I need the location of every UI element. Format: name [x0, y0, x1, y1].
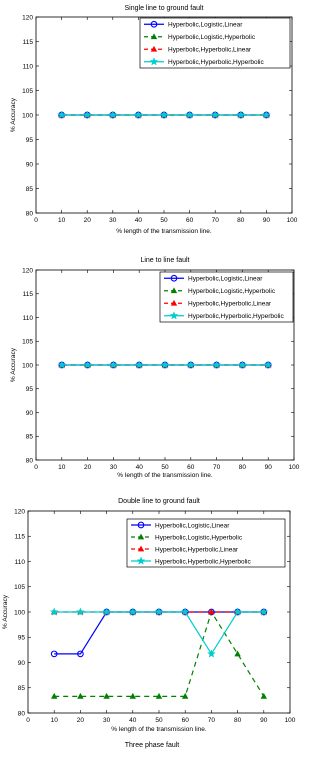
y-tick-label: 100 [22, 362, 33, 370]
legend-label: Hyperbolic,Hyperbolic,Linear [188, 300, 272, 308]
legend-label: Hyperbolic,Logistic,Hyperbolic [155, 534, 243, 542]
chart-title: Double line to ground fault [118, 498, 200, 505]
y-tick-label: 80 [25, 210, 33, 218]
y-tick-label: 80 [17, 710, 25, 718]
x-tick-label: 80 [238, 464, 247, 471]
y-tick-label: 110 [22, 314, 33, 322]
x-tick-label: 70 [212, 464, 221, 471]
y-axis-label: % Accuracy [2, 595, 9, 629]
x-tick-label: 60 [185, 217, 194, 224]
x-tick-label: 100 [288, 464, 300, 471]
legend-label: Hyperbolic,Logistic,Hyperbolic [188, 288, 276, 296]
x-tick-label: 40 [129, 717, 137, 724]
x-axis-label: % length of the transmission line. [111, 726, 207, 733]
y-axis-label: % Accuracy [10, 348, 17, 382]
chart-title: Single line to ground fault [124, 5, 204, 12]
legend [140, 18, 290, 68]
x-tick-label: 90 [262, 217, 271, 224]
y-tick-label: 115 [22, 291, 33, 299]
x-tick-label: 0 [34, 464, 38, 471]
chart-title: Line to line fault [140, 257, 190, 264]
y-tick-label: 85 [25, 185, 33, 193]
x-tick-label: 50 [160, 217, 168, 224]
y-tick-label: 95 [25, 386, 33, 394]
y-tick-label: 95 [17, 634, 25, 642]
legend-label: Hyperbolic,Logistic,Linear [188, 275, 263, 283]
y-tick-label: 100 [14, 609, 25, 617]
legend [127, 519, 285, 567]
y-tick-label: 115 [22, 38, 33, 46]
x-axis-label: % length of the transmission line. [116, 228, 212, 235]
legend-label: Hyperbolic,Hyperbolic,Linear [155, 546, 239, 554]
x-axis-label: % length of the transmission line. [117, 472, 213, 479]
x-tick-label: 60 [187, 464, 195, 471]
series-line [54, 612, 264, 654]
chart-2 [10, 257, 300, 479]
x-tick-label: 40 [134, 217, 143, 224]
y-tick-label: 110 [22, 63, 33, 71]
series-line [54, 612, 264, 696]
legend-label: Hyperbolic,Hyperbolic,Hyperbolic [168, 59, 264, 67]
y-tick-label: 120 [22, 14, 33, 22]
x-tick-label: 10 [58, 464, 66, 471]
legend-label: Hyperbolic,Logistic,Linear [155, 522, 230, 530]
x-tick-label: 0 [34, 217, 38, 224]
x-tick-label: 50 [155, 717, 163, 724]
x-tick-label: 90 [260, 717, 268, 724]
x-tick-label: 30 [109, 217, 117, 224]
y-axis-label: % Accuracy [10, 98, 17, 132]
legend-label: Hyperbolic,Hyperbolic,Hyperbolic [188, 313, 284, 321]
three-phase-fault-caption: Three phase fault [124, 742, 180, 749]
x-tick-label: 70 [207, 717, 216, 724]
legend-label: Hyperbolic,Hyperbolic,Linear [168, 46, 252, 54]
y-tick-label: 85 [25, 433, 33, 441]
legend-label: Hyperbolic,Hyperbolic,Hyperbolic [155, 558, 251, 566]
legend-label: Hyperbolic,Logistic,Hyperbolic [168, 34, 256, 42]
x-tick-label: 40 [135, 464, 143, 471]
y-tick-label: 115 [14, 533, 25, 541]
y-tick-label: 100 [22, 112, 33, 120]
x-tick-label: 20 [83, 464, 92, 471]
legend-label: Hyperbolic,Logistic,Linear [168, 21, 243, 29]
legend [160, 272, 293, 322]
x-tick-label: 100 [286, 217, 298, 224]
y-tick-label: 90 [25, 409, 33, 417]
x-tick-label: 30 [102, 717, 111, 724]
y-tick-label: 120 [22, 267, 33, 275]
y-tick-label: 90 [25, 161, 33, 169]
data-point [208, 650, 216, 657]
x-tick-label: 10 [57, 217, 66, 224]
x-tick-label: 30 [109, 464, 118, 471]
x-tick-label: 70 [211, 217, 219, 224]
y-tick-label: 105 [22, 87, 33, 95]
y-tick-label: 110 [14, 558, 25, 566]
series-line [54, 612, 264, 654]
y-tick-label: 95 [25, 136, 33, 144]
x-tick-label: 80 [233, 717, 242, 724]
x-tick-label: 90 [264, 464, 272, 471]
y-tick-label: 90 [17, 659, 25, 667]
x-tick-label: 50 [161, 464, 169, 471]
y-tick-label: 105 [22, 338, 33, 346]
x-tick-label: 20 [76, 717, 85, 724]
y-tick-label: 80 [25, 457, 33, 465]
x-tick-label: 10 [50, 717, 58, 724]
y-tick-label: 85 [17, 685, 25, 693]
chart-1 [10, 5, 298, 235]
x-tick-label: 0 [26, 717, 30, 724]
x-tick-label: 20 [83, 217, 91, 224]
y-tick-label: 105 [14, 584, 25, 592]
x-tick-label: 80 [237, 217, 245, 224]
chart-3 [2, 498, 296, 733]
y-tick-label: 120 [14, 508, 25, 516]
x-tick-label: 100 [284, 717, 296, 724]
x-tick-label: 60 [181, 717, 189, 724]
